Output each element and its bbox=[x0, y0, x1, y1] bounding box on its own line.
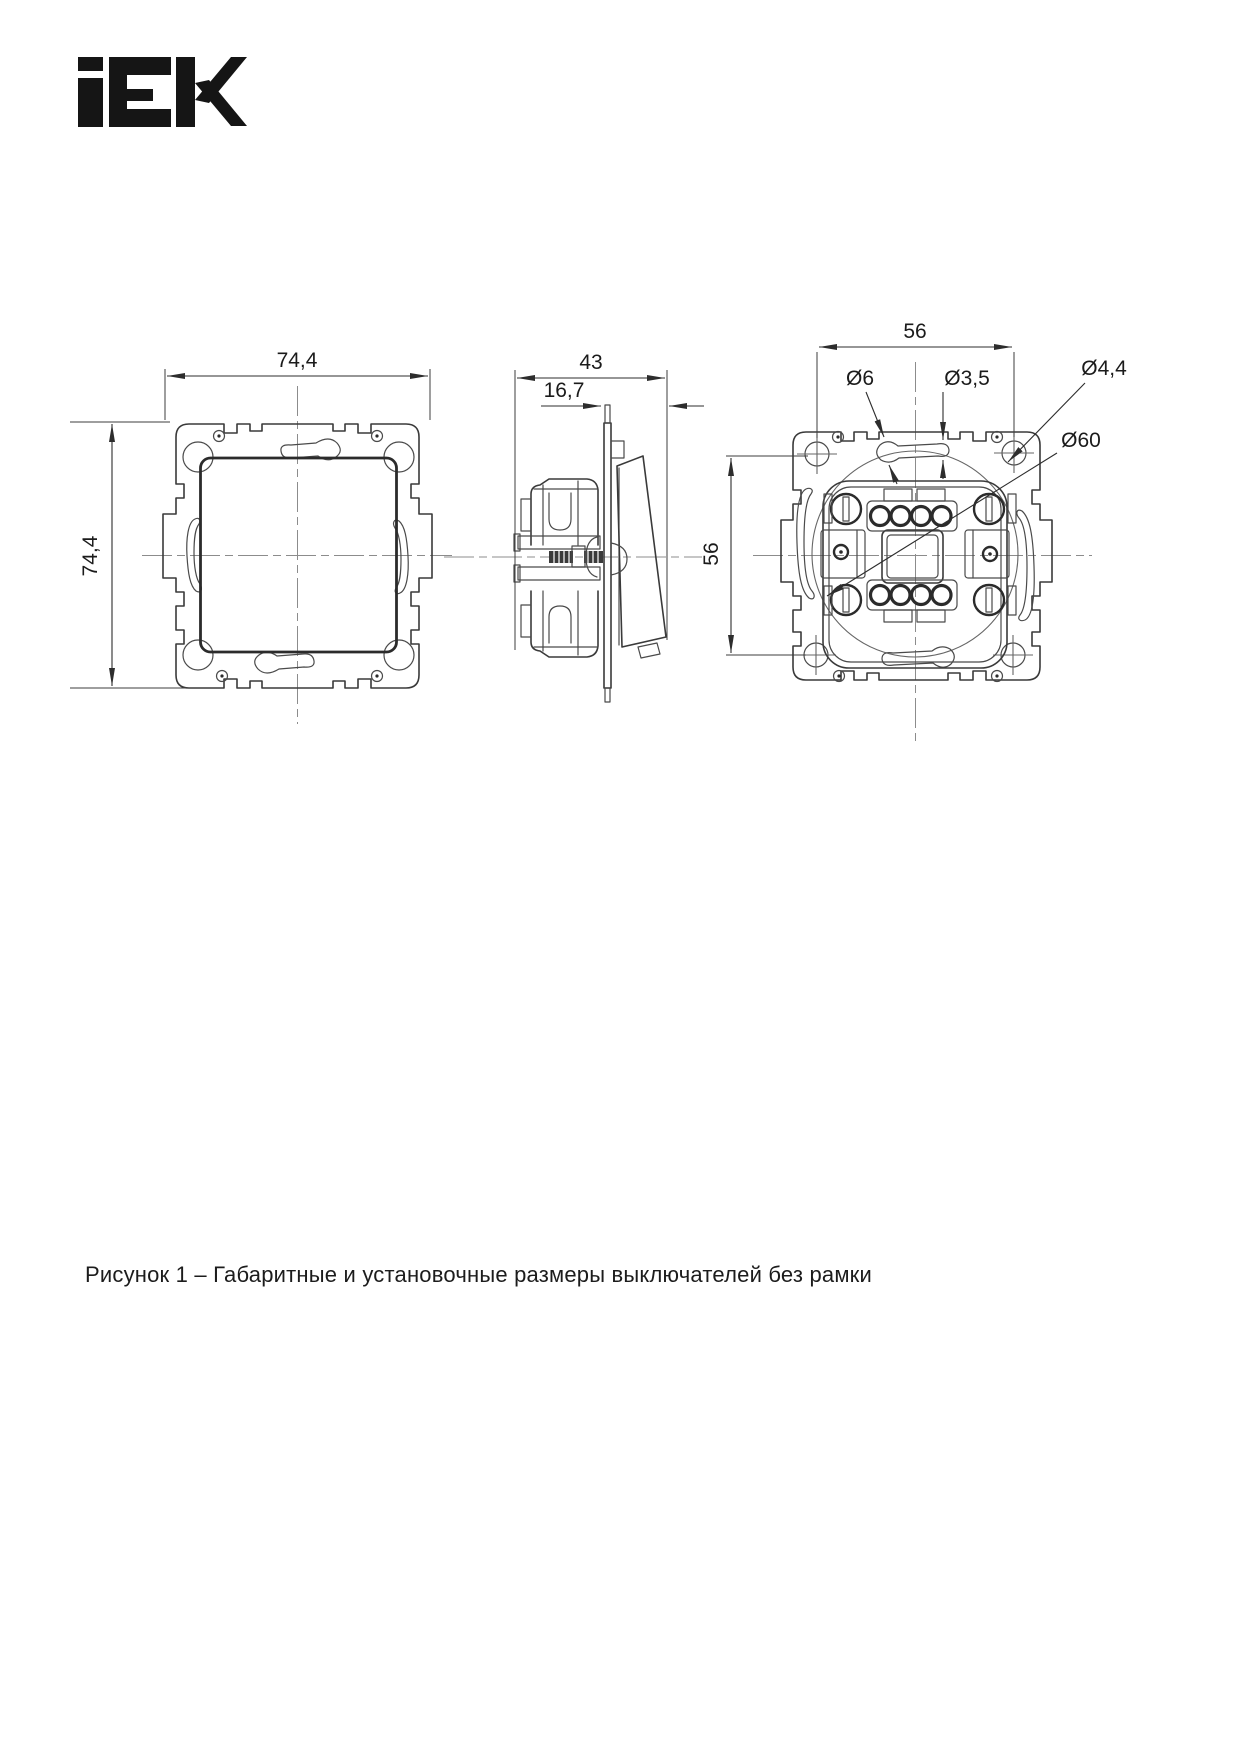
side-depth-dimension bbox=[515, 351, 667, 650]
back-fixing-screws bbox=[824, 494, 1016, 615]
front-bottom-slot bbox=[255, 652, 314, 673]
front-width-label: 74,4 bbox=[276, 349, 318, 372]
side-plate-top-tab bbox=[605, 405, 610, 423]
side-plate-bottom-tab bbox=[605, 688, 610, 702]
back-top-spacing-label: 56 bbox=[903, 320, 927, 343]
side-rocker-button bbox=[617, 456, 666, 647]
support-plate-diameter-label: Ø60 bbox=[1061, 429, 1101, 452]
slot-small-diameter-callout bbox=[943, 367, 990, 479]
side-frame-step bbox=[611, 441, 624, 458]
figure-caption: Рисунок 1 – Габаритные и установочные размеры выключателей без рамки bbox=[85, 1262, 872, 1287]
slot-small-diameter-label: Ø3,5 bbox=[944, 367, 990, 390]
slot-large-diameter-label: Ø6 bbox=[845, 367, 875, 390]
back-top-slot bbox=[877, 442, 949, 462]
side-lower-terminal-housing bbox=[521, 591, 598, 657]
side-upper-terminal-housing bbox=[521, 479, 598, 545]
side-depth-label: 43 bbox=[579, 351, 603, 374]
back-side-spacing-label: 56 bbox=[700, 542, 723, 566]
slot-large-diameter-callout bbox=[846, 367, 897, 484]
side-view-drawing bbox=[444, 351, 704, 702]
side-rocker-foot bbox=[638, 643, 660, 658]
side-offset-dimension bbox=[541, 379, 704, 406]
front-view-drawing bbox=[70, 349, 452, 724]
side-offset-label: 16,7 bbox=[543, 379, 585, 402]
support-plate-diameter-callout bbox=[827, 429, 1101, 596]
mounting-hole-diameter-label: Ø4,4 bbox=[1081, 357, 1127, 380]
back-left-slot bbox=[797, 488, 814, 599]
front-height-label: 74,4 bbox=[79, 535, 102, 577]
back-screw-holes bbox=[833, 432, 1003, 682]
back-view-drawing bbox=[700, 320, 1127, 742]
side-plate bbox=[604, 423, 611, 688]
